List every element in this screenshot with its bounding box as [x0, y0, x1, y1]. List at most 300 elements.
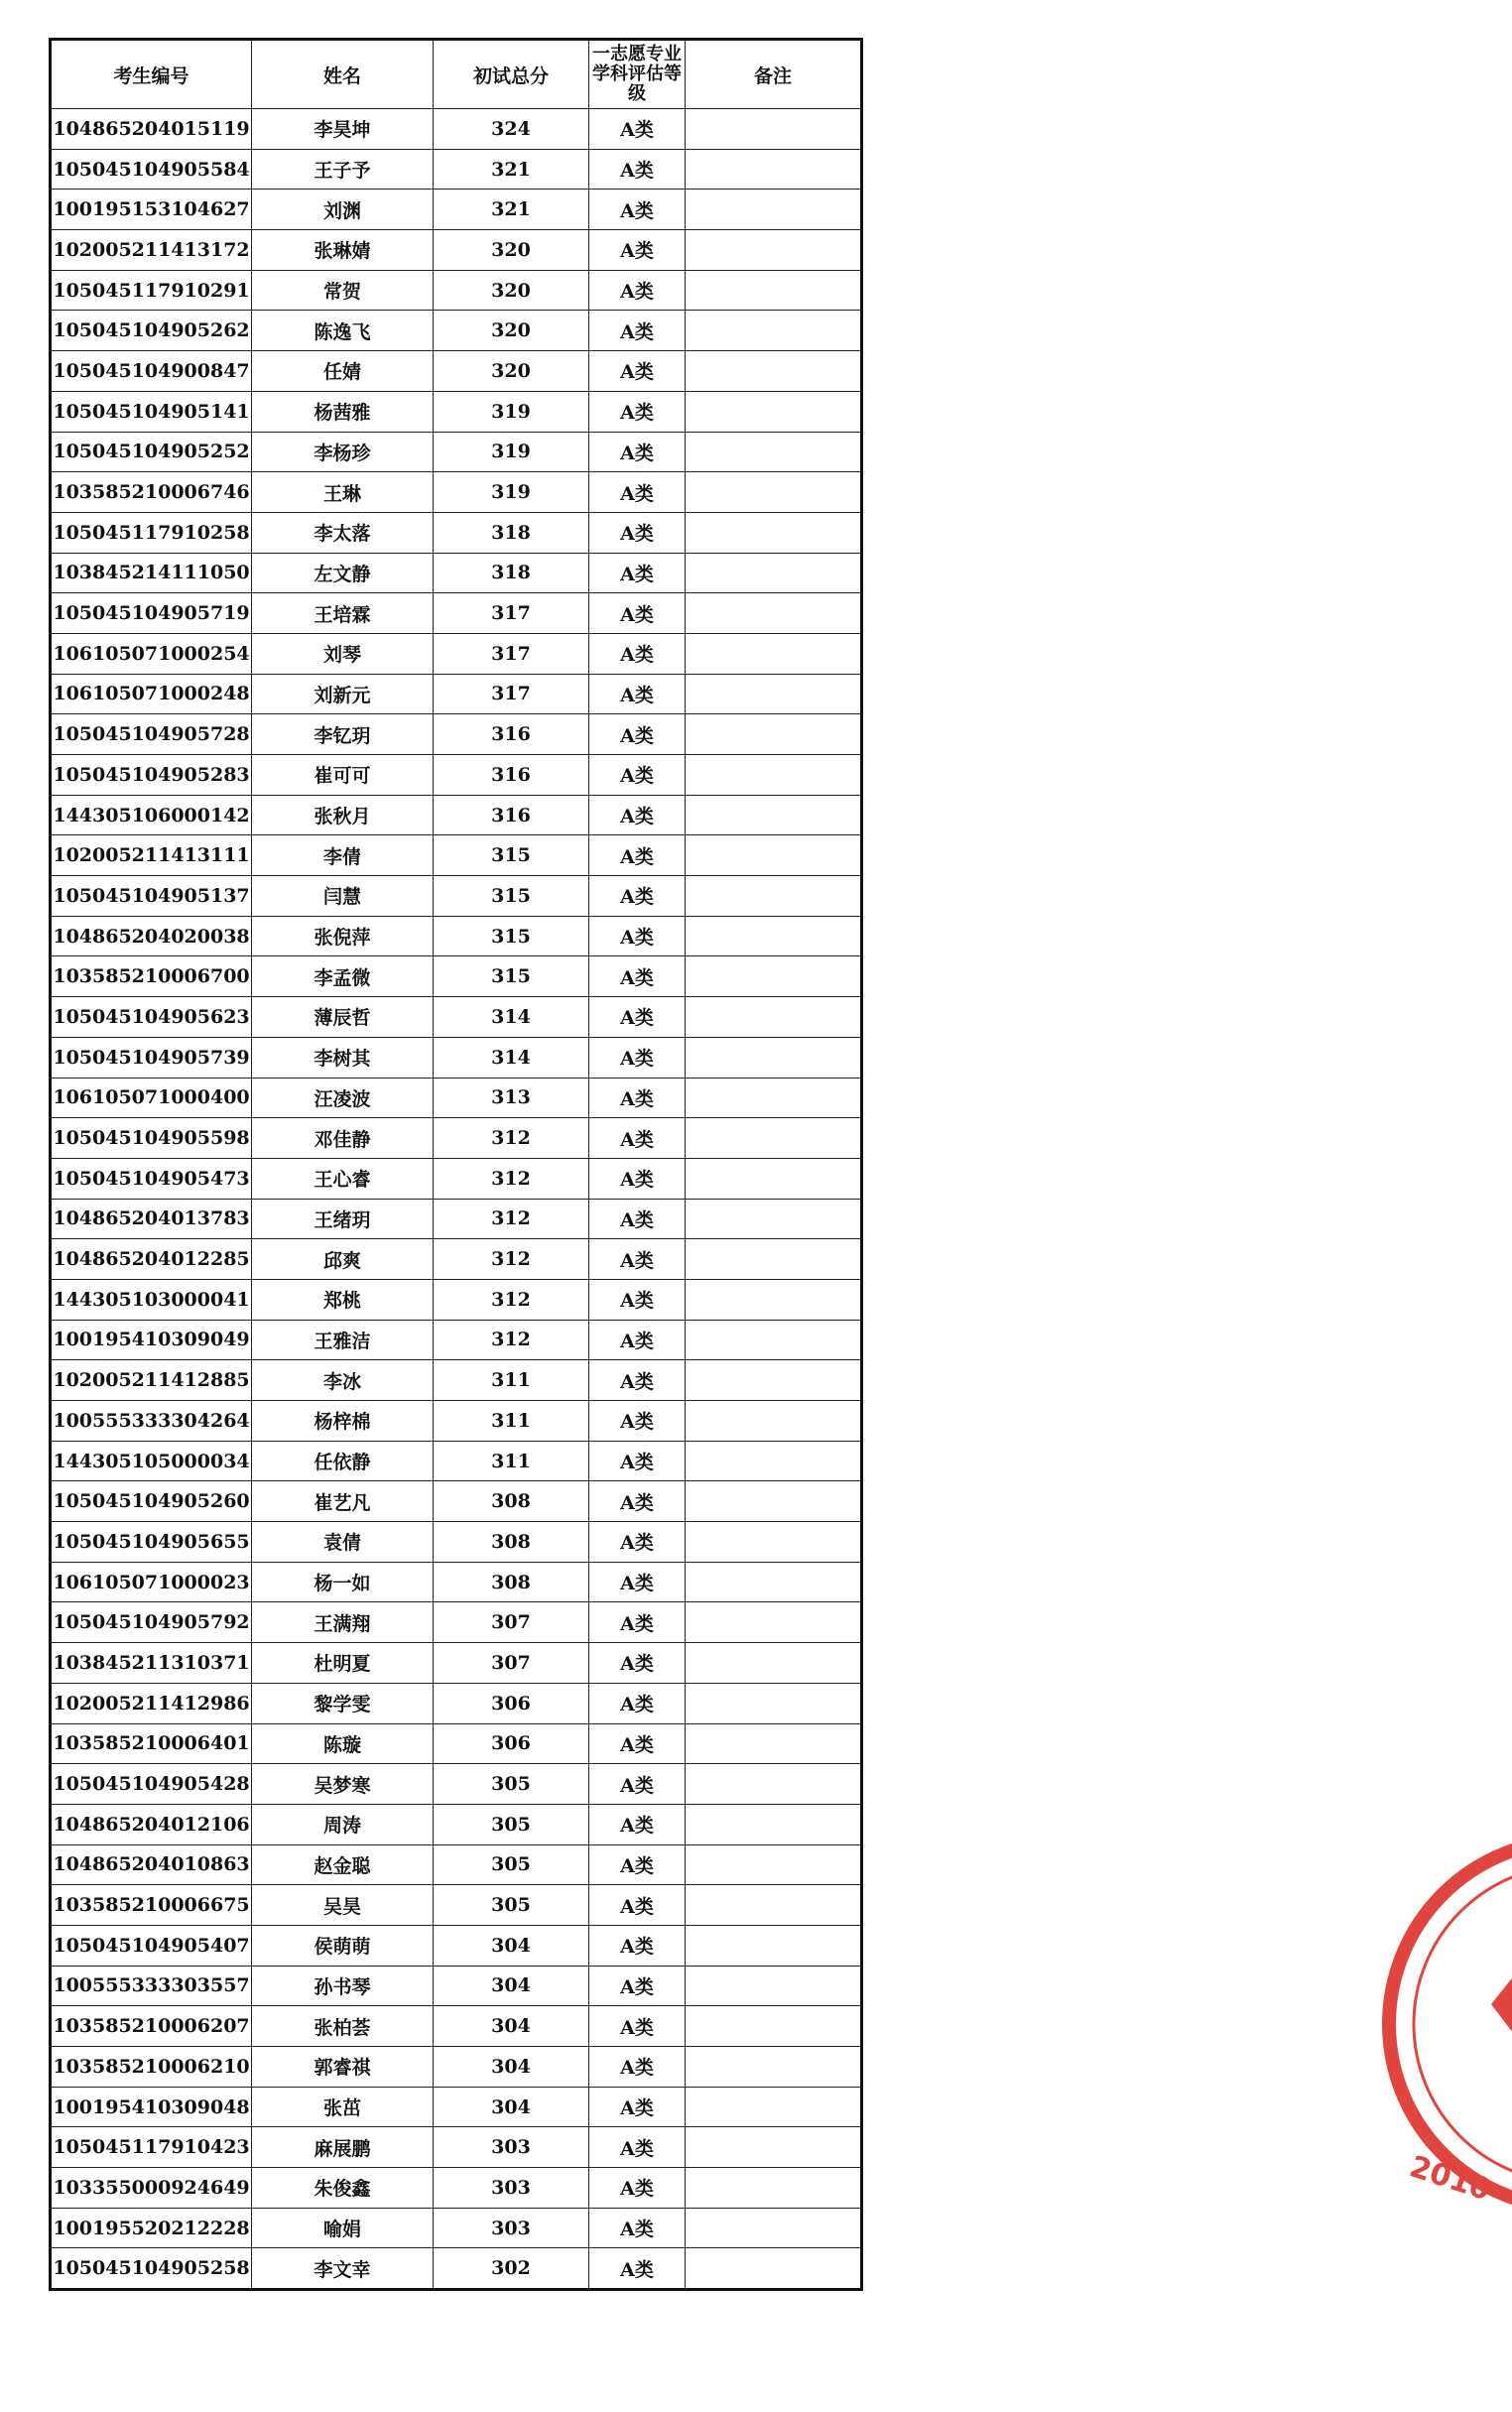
cell-name: 侯萌萌: [252, 1925, 434, 1966]
cell-remarks: [686, 916, 862, 956]
cell-total-score: 311: [434, 1441, 589, 1481]
table-row: [51, 1723, 862, 1764]
table-row: [51, 270, 862, 311]
cell-evaluation-category: A类: [589, 553, 686, 593]
cell-remarks: [686, 1199, 862, 1239]
cell-name: 吴梦寒: [252, 1764, 434, 1805]
table-row: [51, 1966, 862, 2006]
cell-total-score: 315: [434, 835, 589, 876]
table-row: [51, 997, 862, 1038]
cell-total-score: 316: [434, 755, 589, 796]
cell-remarks: [686, 190, 862, 230]
cell-evaluation-category: A类: [589, 997, 686, 1038]
cell-total-score: 318: [434, 512, 589, 553]
table-row: [51, 1481, 862, 1522]
cell-total-score: 313: [434, 1078, 589, 1118]
cell-evaluation-category: A类: [589, 230, 686, 271]
cell-remarks: [686, 997, 862, 1038]
cell-candidate-id: 104865204013783: [51, 1199, 252, 1239]
cell-total-score: 315: [434, 956, 589, 997]
table-row: [51, 1037, 862, 1078]
cell-candidate-id: 144305105000034: [51, 1441, 252, 1481]
cell-name: 王培霖: [252, 593, 434, 634]
cell-candidate-id: 104865204010863: [51, 1844, 252, 1885]
cell-candidate-id: 102005211412986: [51, 1683, 252, 1723]
cell-name: 王雅洁: [252, 1320, 434, 1360]
cell-remarks: [686, 1158, 862, 1199]
table-row: [51, 1764, 862, 1805]
cell-remarks: [686, 714, 862, 755]
cell-total-score: 315: [434, 916, 589, 956]
table-row: [51, 1158, 862, 1199]
cell-name: 张茁: [252, 2087, 434, 2127]
cell-evaluation-category: A类: [589, 1279, 686, 1320]
cell-candidate-id: 102005211412885: [51, 1360, 252, 1401]
cell-total-score: 314: [434, 1037, 589, 1078]
table-row: [51, 351, 862, 392]
cell-total-score: 312: [434, 1158, 589, 1199]
cell-candidate-id: 103585210006210: [51, 2047, 252, 2088]
cell-candidate-id: 105045104905792: [51, 1602, 252, 1643]
cell-remarks: [686, 2047, 862, 2088]
cell-evaluation-category: A类: [589, 1602, 686, 1643]
header-name: 姓名: [252, 40, 434, 109]
cell-total-score: 304: [434, 1925, 589, 1966]
cell-candidate-id: 100195520212228: [51, 2208, 252, 2248]
cell-remarks: [686, 311, 862, 351]
cell-total-score: 308: [434, 1522, 589, 1563]
seal-text: 2010: [1405, 2149, 1495, 2209]
cell-name: 李钇玥: [252, 714, 434, 755]
table-row: [51, 1522, 862, 1563]
cell-total-score: 312: [434, 1320, 589, 1360]
table-row: [51, 674, 862, 714]
cell-total-score: 312: [434, 1279, 589, 1320]
cell-remarks: [686, 1441, 862, 1481]
cell-evaluation-category: A类: [589, 1401, 686, 1442]
cell-candidate-id: 105045104905258: [51, 2248, 252, 2290]
cell-name: 汪凌波: [252, 1078, 434, 1118]
cell-total-score: 317: [434, 633, 589, 674]
cell-candidate-id: 105045104905262: [51, 311, 252, 351]
cell-name: 袁倩: [252, 1522, 434, 1563]
cell-name: 喻娟: [252, 2208, 434, 2248]
seal-graphic: [1374, 1816, 1512, 2232]
table-row: [51, 1643, 862, 1684]
cell-remarks: [686, 1723, 862, 1764]
cell-total-score: 303: [434, 2127, 589, 2168]
cell-remarks: [686, 1239, 862, 1280]
header-remarks: 备注: [686, 40, 862, 109]
candidate-table: [49, 38, 863, 2291]
cell-candidate-id: 105045117910423: [51, 2127, 252, 2168]
cell-candidate-id: 106105071000248: [51, 674, 252, 714]
cell-evaluation-category: A类: [589, 674, 686, 714]
cell-evaluation-category: A类: [589, 1320, 686, 1360]
cell-evaluation-category: A类: [589, 2208, 686, 2248]
cell-total-score: 305: [434, 1804, 589, 1844]
table-row: [51, 1279, 862, 1320]
cell-remarks: [686, 270, 862, 311]
cell-candidate-id: 105045104905260: [51, 1481, 252, 1522]
cell-candidate-id: 105045104905598: [51, 1118, 252, 1159]
cell-total-score: 307: [434, 1602, 589, 1643]
cell-candidate-id: 105045117910258: [51, 512, 252, 553]
cell-evaluation-category: A类: [589, 593, 686, 634]
cell-candidate-id: 103585210006207: [51, 2006, 252, 2047]
cell-evaluation-category: A类: [589, 2047, 686, 2088]
cell-candidate-id: 144305106000142: [51, 795, 252, 835]
cell-name: 崔艺凡: [252, 1481, 434, 1522]
cell-total-score: 303: [434, 2208, 589, 2248]
cell-evaluation-category: A类: [589, 1844, 686, 1885]
cell-remarks: [686, 1279, 862, 1320]
cell-name: 薄辰哲: [252, 997, 434, 1038]
cell-evaluation-category: A类: [589, 1966, 686, 2006]
cell-evaluation-category: A类: [589, 1643, 686, 1684]
cell-evaluation-category: A类: [589, 1522, 686, 1563]
cell-total-score: 304: [434, 1966, 589, 2006]
cell-total-score: 320: [434, 230, 589, 271]
cell-remarks: [686, 391, 862, 432]
table-row: [51, 391, 862, 432]
cell-total-score: 311: [434, 1401, 589, 1442]
cell-total-score: 312: [434, 1239, 589, 1280]
cell-remarks: [686, 1360, 862, 1401]
cell-candidate-id: 106105071000023: [51, 1562, 252, 1602]
cell-name: 杨一如: [252, 1562, 434, 1602]
cell-total-score: 324: [434, 109, 589, 150]
table-row: [51, 432, 862, 472]
cell-name: 吴昊: [252, 1885, 434, 1926]
cell-name: 李倩: [252, 835, 434, 876]
cell-name: 张倪萍: [252, 916, 434, 956]
cell-candidate-id: 100555333304264: [51, 1401, 252, 1442]
table-row: [51, 1844, 862, 1885]
cell-name: 杜明夏: [252, 1643, 434, 1684]
cell-remarks: [686, 2168, 862, 2209]
table-row: [51, 2047, 862, 2088]
cell-evaluation-category: A类: [589, 109, 686, 150]
cell-total-score: 306: [434, 1683, 589, 1723]
table-row: [51, 1562, 862, 1602]
cell-name: 张琳婧: [252, 230, 434, 271]
cell-evaluation-category: A类: [589, 1037, 686, 1078]
cell-total-score: 303: [434, 2168, 589, 2209]
cell-name: 李太落: [252, 512, 434, 553]
cell-remarks: [686, 2208, 862, 2248]
cell-total-score: 308: [434, 1481, 589, 1522]
cell-total-score: 307: [434, 1643, 589, 1684]
cell-total-score: 317: [434, 593, 589, 634]
cell-total-score: 305: [434, 1885, 589, 1926]
cell-total-score: 316: [434, 714, 589, 755]
cell-evaluation-category: A类: [589, 633, 686, 674]
cell-candidate-id: 100555333303557: [51, 1966, 252, 2006]
table-row: [51, 2006, 862, 2047]
cell-remarks: [686, 2087, 862, 2127]
cell-evaluation-category: A类: [589, 270, 686, 311]
table-row: [51, 1320, 862, 1360]
cell-candidate-id: 105045104905739: [51, 1037, 252, 1078]
cell-remarks: [686, 593, 862, 634]
cell-evaluation-category: A类: [589, 1562, 686, 1602]
cell-candidate-id: 103845211310371: [51, 1643, 252, 1684]
cell-name: 张秋月: [252, 795, 434, 835]
cell-evaluation-category: A类: [589, 1683, 686, 1723]
cell-name: 任依静: [252, 1441, 434, 1481]
table-row: [51, 1239, 862, 1280]
cell-total-score: 317: [434, 674, 589, 714]
cell-total-score: 312: [434, 1199, 589, 1239]
cell-candidate-id: 144305103000041: [51, 1279, 252, 1320]
table-row: [51, 795, 862, 835]
cell-candidate-id: 100195153104627: [51, 190, 252, 230]
cell-remarks: [686, 1844, 862, 1885]
cell-remarks: [686, 633, 862, 674]
table-row: [51, 1602, 862, 1643]
cell-name: 刘渊: [252, 190, 434, 230]
table-row: [51, 916, 862, 956]
cell-candidate-id: 102005211413172: [51, 230, 252, 271]
table-row: [51, 553, 862, 593]
cell-candidate-id: 102005211413111: [51, 835, 252, 876]
cell-name: 常贺: [252, 270, 434, 311]
cell-candidate-id: 103585210006746: [51, 472, 252, 513]
table-row: [51, 1199, 862, 1239]
cell-candidate-id: 105045117910291: [51, 270, 252, 311]
cell-remarks: [686, 1078, 862, 1118]
cell-evaluation-category: A类: [589, 311, 686, 351]
table-row: [51, 835, 862, 876]
cell-candidate-id: 104865204020038: [51, 916, 252, 956]
cell-evaluation-category: A类: [589, 1723, 686, 1764]
cell-remarks: [686, 1643, 862, 1684]
cell-remarks: [686, 2127, 862, 2168]
cell-name: 李昊坤: [252, 109, 434, 150]
cell-evaluation-category: A类: [589, 1885, 686, 1926]
table-row: [51, 2087, 862, 2127]
table-row: [51, 876, 862, 917]
cell-name: 杨梓棉: [252, 1401, 434, 1442]
cell-total-score: 321: [434, 149, 589, 190]
cell-evaluation-category: A类: [589, 1239, 686, 1280]
cell-name: 刘琴: [252, 633, 434, 674]
cell-name: 邱爽: [252, 1239, 434, 1280]
cell-remarks: [686, 512, 862, 553]
cell-evaluation-category: A类: [589, 2127, 686, 2168]
table-row: [51, 593, 862, 634]
cell-candidate-id: 105045104905728: [51, 714, 252, 755]
cell-name: 麻展鹏: [252, 2127, 434, 2168]
cell-candidate-id: 105045104905428: [51, 1764, 252, 1805]
cell-remarks: [686, 1764, 862, 1805]
table-row: [51, 956, 862, 997]
table-row: [51, 633, 862, 674]
cell-remarks: [686, 1602, 862, 1643]
cell-name: 李文幸: [252, 2248, 434, 2290]
cell-candidate-id: 103355000924649: [51, 2168, 252, 2209]
cell-remarks: [686, 1522, 862, 1563]
cell-remarks: [686, 1925, 862, 1966]
cell-evaluation-category: A类: [589, 2006, 686, 2047]
cell-name: 周涛: [252, 1804, 434, 1844]
cell-candidate-id: 104865204015119: [51, 109, 252, 150]
cell-name: 闫慧: [252, 876, 434, 917]
table-row: [51, 1885, 862, 1926]
cell-candidate-id: 105045104900847: [51, 351, 252, 392]
cell-evaluation-category: A类: [589, 714, 686, 755]
cell-total-score: 311: [434, 1360, 589, 1401]
cell-remarks: [686, 876, 862, 917]
cell-name: 赵金聪: [252, 1844, 434, 1885]
cell-evaluation-category: A类: [589, 1764, 686, 1805]
cell-remarks: [686, 351, 862, 392]
table-row: [51, 2248, 862, 2290]
cell-evaluation-category: A类: [589, 916, 686, 956]
cell-evaluation-category: A类: [589, 956, 686, 997]
cell-name: 王子予: [252, 149, 434, 190]
cell-candidate-id: 103845214111050: [51, 553, 252, 593]
cell-remarks: [686, 674, 862, 714]
table-row: [51, 149, 862, 190]
cell-remarks: [686, 1037, 862, 1078]
table-row: [51, 472, 862, 513]
cell-remarks: [686, 795, 862, 835]
table-header: [51, 40, 862, 109]
cell-name: 王绪玥: [252, 1199, 434, 1239]
cell-evaluation-category: A类: [589, 795, 686, 835]
cell-name: 任婧: [252, 351, 434, 392]
table-body: [51, 109, 862, 2290]
cell-remarks: [686, 2006, 862, 2047]
cell-name: 陈璇: [252, 1723, 434, 1764]
cell-name: 李杨珍: [252, 432, 434, 472]
cell-total-score: 319: [434, 391, 589, 432]
cell-total-score: 304: [434, 2006, 589, 2047]
cell-candidate-id: 105045104905283: [51, 755, 252, 796]
cell-total-score: 320: [434, 351, 589, 392]
header-evaluation-category: 一志愿专业学科评估等级: [589, 40, 686, 109]
cell-total-score: 319: [434, 432, 589, 472]
cell-evaluation-category: A类: [589, 149, 686, 190]
cell-remarks: [686, 553, 862, 593]
cell-total-score: 318: [434, 553, 589, 593]
cell-evaluation-category: A类: [589, 1199, 686, 1239]
table-row: [51, 755, 862, 796]
table-row: [51, 1441, 862, 1481]
cell-remarks: [686, 1401, 862, 1442]
cell-candidate-id: 106105071000254: [51, 633, 252, 674]
cell-candidate-id: 104865204012285: [51, 1239, 252, 1280]
cell-evaluation-category: A类: [589, 835, 686, 876]
admission-list-sheet: [49, 38, 860, 2291]
table-row: [51, 2208, 862, 2248]
cell-evaluation-category: A类: [589, 1804, 686, 1844]
cell-name: 王满翔: [252, 1602, 434, 1643]
cell-evaluation-category: A类: [589, 391, 686, 432]
cell-remarks: [686, 1683, 862, 1723]
cell-remarks: [686, 230, 862, 271]
cell-candidate-id: 103585210006700: [51, 956, 252, 997]
cell-name: 朱俊鑫: [252, 2168, 434, 2209]
cell-name: 刘新元: [252, 674, 434, 714]
cell-evaluation-category: A类: [589, 2248, 686, 2290]
table-row: [51, 1360, 862, 1401]
cell-name: 左文静: [252, 553, 434, 593]
cell-remarks: [686, 472, 862, 513]
cell-name: 王心睿: [252, 1158, 434, 1199]
cell-total-score: 304: [434, 2087, 589, 2127]
cell-candidate-id: 100195410309048: [51, 2087, 252, 2127]
cell-name: 王琳: [252, 472, 434, 513]
cell-evaluation-category: A类: [589, 2168, 686, 2209]
cell-candidate-id: 104865204012106: [51, 1804, 252, 1844]
cell-candidate-id: 105045104905137: [51, 876, 252, 917]
table-row: [51, 1683, 862, 1723]
cell-name: 杨茜雅: [252, 391, 434, 432]
cell-total-score: 315: [434, 876, 589, 917]
cell-remarks: [686, 1885, 862, 1926]
table-row: [51, 311, 862, 351]
cell-name: 邓佳静: [252, 1118, 434, 1159]
cell-remarks: [686, 1118, 862, 1159]
cell-total-score: 305: [434, 1844, 589, 1885]
cell-evaluation-category: A类: [589, 190, 686, 230]
cell-total-score: 304: [434, 2047, 589, 2088]
cell-remarks: [686, 109, 862, 150]
cell-name: 陈逸飞: [252, 311, 434, 351]
cell-candidate-id: 105045104905719: [51, 593, 252, 634]
cell-remarks: [686, 755, 862, 796]
cell-total-score: 316: [434, 795, 589, 835]
cell-remarks: [686, 835, 862, 876]
table-row: [51, 1925, 862, 1966]
table-row: [51, 2168, 862, 2209]
cell-evaluation-category: A类: [589, 512, 686, 553]
cell-evaluation-category: A类: [589, 472, 686, 513]
cell-name: 郭睿祺: [252, 2047, 434, 2088]
cell-candidate-id: 105045104905252: [51, 432, 252, 472]
cell-total-score: 302: [434, 2248, 589, 2290]
table-row: [51, 1401, 862, 1442]
cell-remarks: [686, 149, 862, 190]
cell-evaluation-category: A类: [589, 1118, 686, 1159]
cell-candidate-id: 103585210006401: [51, 1723, 252, 1764]
cell-candidate-id: 106105071000400: [51, 1078, 252, 1118]
cell-total-score: 321: [434, 190, 589, 230]
cell-evaluation-category: A类: [589, 1481, 686, 1522]
table-row: [51, 190, 862, 230]
cell-total-score: 320: [434, 311, 589, 351]
cell-evaluation-category: A类: [589, 755, 686, 796]
red-seal-stamp: [1374, 1816, 1512, 2232]
cell-total-score: 314: [434, 997, 589, 1038]
header-row: [51, 40, 862, 109]
cell-candidate-id: 105045104905141: [51, 391, 252, 432]
header-total-score: 初试总分: [434, 40, 589, 109]
cell-remarks: [686, 432, 862, 472]
cell-remarks: [686, 2248, 862, 2290]
cell-name: 李树其: [252, 1037, 434, 1078]
cell-candidate-id: 103585210006675: [51, 1885, 252, 1926]
cell-evaluation-category: A类: [589, 1158, 686, 1199]
cell-remarks: [686, 1481, 862, 1522]
cell-name: 黎学雯: [252, 1683, 434, 1723]
cell-candidate-id: 100195410309049: [51, 1320, 252, 1360]
table-row: [51, 512, 862, 553]
cell-candidate-id: 105045104905584: [51, 149, 252, 190]
